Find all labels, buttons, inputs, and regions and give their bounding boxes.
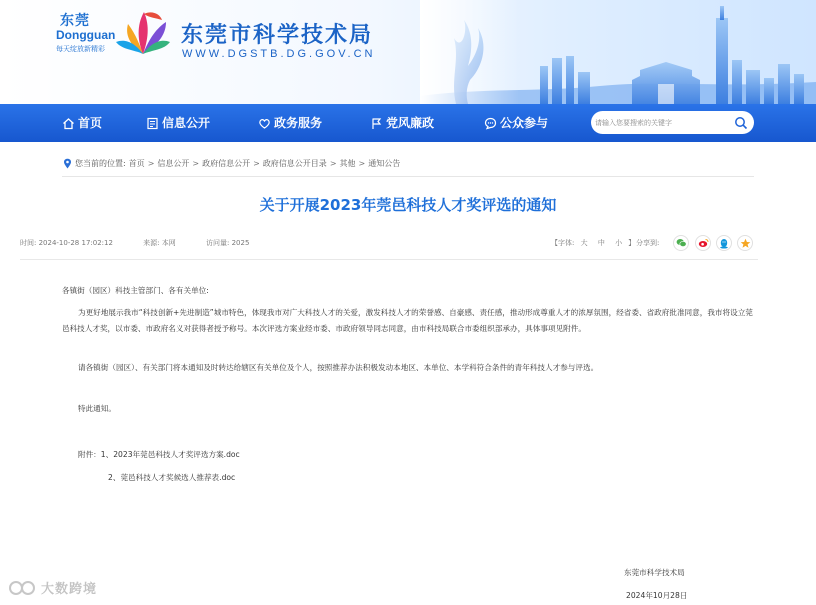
- article-meta: [20, 238, 277, 248]
- attachment-link[interactable]: 2023年莞邑科技人才奖评选方案.doc: [113, 450, 240, 459]
- heart-icon: [258, 117, 271, 130]
- breadcrumb-gov-info-disclosure[interactable]: 政府信息公开: [202, 159, 251, 168]
- search-input[interactable]: [591, 111, 731, 134]
- city-skyline-illustration: [420, 0, 816, 104]
- search-icon[interactable]: [734, 116, 748, 130]
- logo-chinese-text: 东莞: [60, 13, 90, 29]
- breadcrumb-gov-info-catalog[interactable]: 政府信息公开目录: [262, 159, 327, 168]
- breadcrumb-separator: >: [192, 159, 200, 168]
- breadcrumb-separator: >: [329, 159, 337, 168]
- attachment-item: [108, 470, 235, 486]
- share-qq-button[interactable]: [716, 235, 732, 251]
- attachment-index: 1、: [100, 450, 114, 459]
- meta-divider: [20, 259, 758, 260]
- star-icon: [740, 238, 751, 249]
- breadcrumb-separator: >: [358, 159, 366, 168]
- article-addressee: 各镇街（园区）科技主管部门、各有关单位:: [62, 286, 209, 295]
- qq-icon: [719, 238, 729, 249]
- breadcrumb-divider: [62, 176, 754, 177]
- document-icon: [146, 117, 159, 130]
- attachment-item: [78, 447, 240, 463]
- watermark-text: 大数跨境: [41, 582, 98, 597]
- article-title: 关于开展2023年莞邑科技人才奖评选的通知: [259, 196, 557, 214]
- share-wechat-button[interactable]: [673, 235, 689, 251]
- publish-time: 时间: 2024-10-28 17:02:12: [20, 239, 113, 247]
- breadcrumb-notices[interactable]: 通知公告: [368, 159, 401, 168]
- share-weibo-button[interactable]: [695, 235, 711, 251]
- search-box: [591, 111, 754, 134]
- font-size-medium-button[interactable]: 中: [597, 239, 605, 247]
- article-paragraph: 请各镇街（园区）、有关部门将本通知及时转达给辖区有关单位及个人，按照推荐办法积极发动本地区、本单位、本学科符合条件的青年科技人才参与评选。: [78, 363, 599, 372]
- article-closing: 特此通知。: [78, 404, 116, 413]
- nav-item-label: 信息公开: [162, 116, 211, 130]
- nav-item-gov-services[interactable]: [258, 104, 322, 142]
- watermark-logo-icon: [8, 580, 38, 596]
- font-size-large-button[interactable]: 大: [580, 239, 588, 247]
- wechat-icon: [676, 238, 687, 248]
- signature-organization: 东莞市科学技术局: [624, 568, 685, 577]
- home-icon: [62, 117, 75, 130]
- breadcrumb-prefix: 您当前的位置:: [75, 159, 126, 168]
- font-size-control: [551, 238, 635, 248]
- share-label: 分享到:: [636, 239, 660, 247]
- nav-item-party-integrity[interactable]: [370, 104, 434, 142]
- flag-icon: [370, 117, 383, 130]
- share-favorite-button[interactable]: [737, 235, 753, 251]
- article-source: 来源: 本网: [143, 239, 176, 247]
- site-title: 东莞市科学技术局: [181, 23, 374, 48]
- logo-english-text: Dongguan: [56, 28, 116, 42]
- watermark: [8, 578, 97, 597]
- location-pin-icon: [63, 158, 72, 169]
- nav-item-label: 党风廉政: [386, 116, 435, 130]
- font-size-close: 】: [628, 239, 636, 247]
- article-paragraph: 为更好地展示我市“科技创新+先进制造”城市特色，体现我市对广大科技人才的关爱，激发科技人才的荣誉感、自豪感、责任感，推动形成尊重人才的浓厚氛围，经省委、省政府批准同意，我市将设立莞邑科技人才奖，以市委、市政府名义对获得者授予称号。本次评选方案业经市委、市政府领导同志同意，由市科技局联合市委组织部承办，具体事项见附件。: [62, 308, 753, 333]
- font-size-open: 【字体:: [551, 239, 575, 247]
- attachment-link[interactable]: 莞邑科技人才奖候选人推荐表.doc: [120, 473, 236, 482]
- nav-item-label: 公众参与: [500, 116, 549, 130]
- header-banner: [0, 0, 816, 104]
- site-url: WWW.DGSTB.DG.GOV.CN: [182, 48, 376, 60]
- font-size-small-button[interactable]: 小: [615, 239, 623, 247]
- dongguan-logo[interactable]: [52, 8, 170, 58]
- breadcrumb-separator: >: [253, 159, 260, 168]
- signature-date: 2024年10月28日: [626, 591, 688, 600]
- breadcrumb-other[interactable]: 其他: [339, 159, 356, 168]
- breadcrumb: [63, 158, 400, 169]
- flower-logo-icon: [114, 8, 172, 58]
- breadcrumb-separator: >: [147, 159, 155, 168]
- logo-tagline: 每天绽放新精彩: [56, 45, 105, 53]
- breadcrumb-info-disclosure[interactable]: 信息公开: [157, 159, 190, 168]
- nav-item-label: 首页: [78, 116, 103, 130]
- chat-icon: [484, 117, 497, 130]
- attachment-index: 2、: [108, 473, 121, 482]
- weibo-icon: [698, 238, 709, 248]
- visit-count: 访问量: 2025: [206, 239, 250, 247]
- breadcrumb-home[interactable]: 首页: [128, 159, 145, 168]
- attachments-label: 附件：: [78, 450, 101, 459]
- nav-item-info-disclosure[interactable]: [146, 104, 210, 142]
- nav-item-home[interactable]: [62, 104, 102, 142]
- nav-item-public-participation[interactable]: [484, 104, 548, 142]
- nav-item-label: 政务服务: [274, 116, 323, 130]
